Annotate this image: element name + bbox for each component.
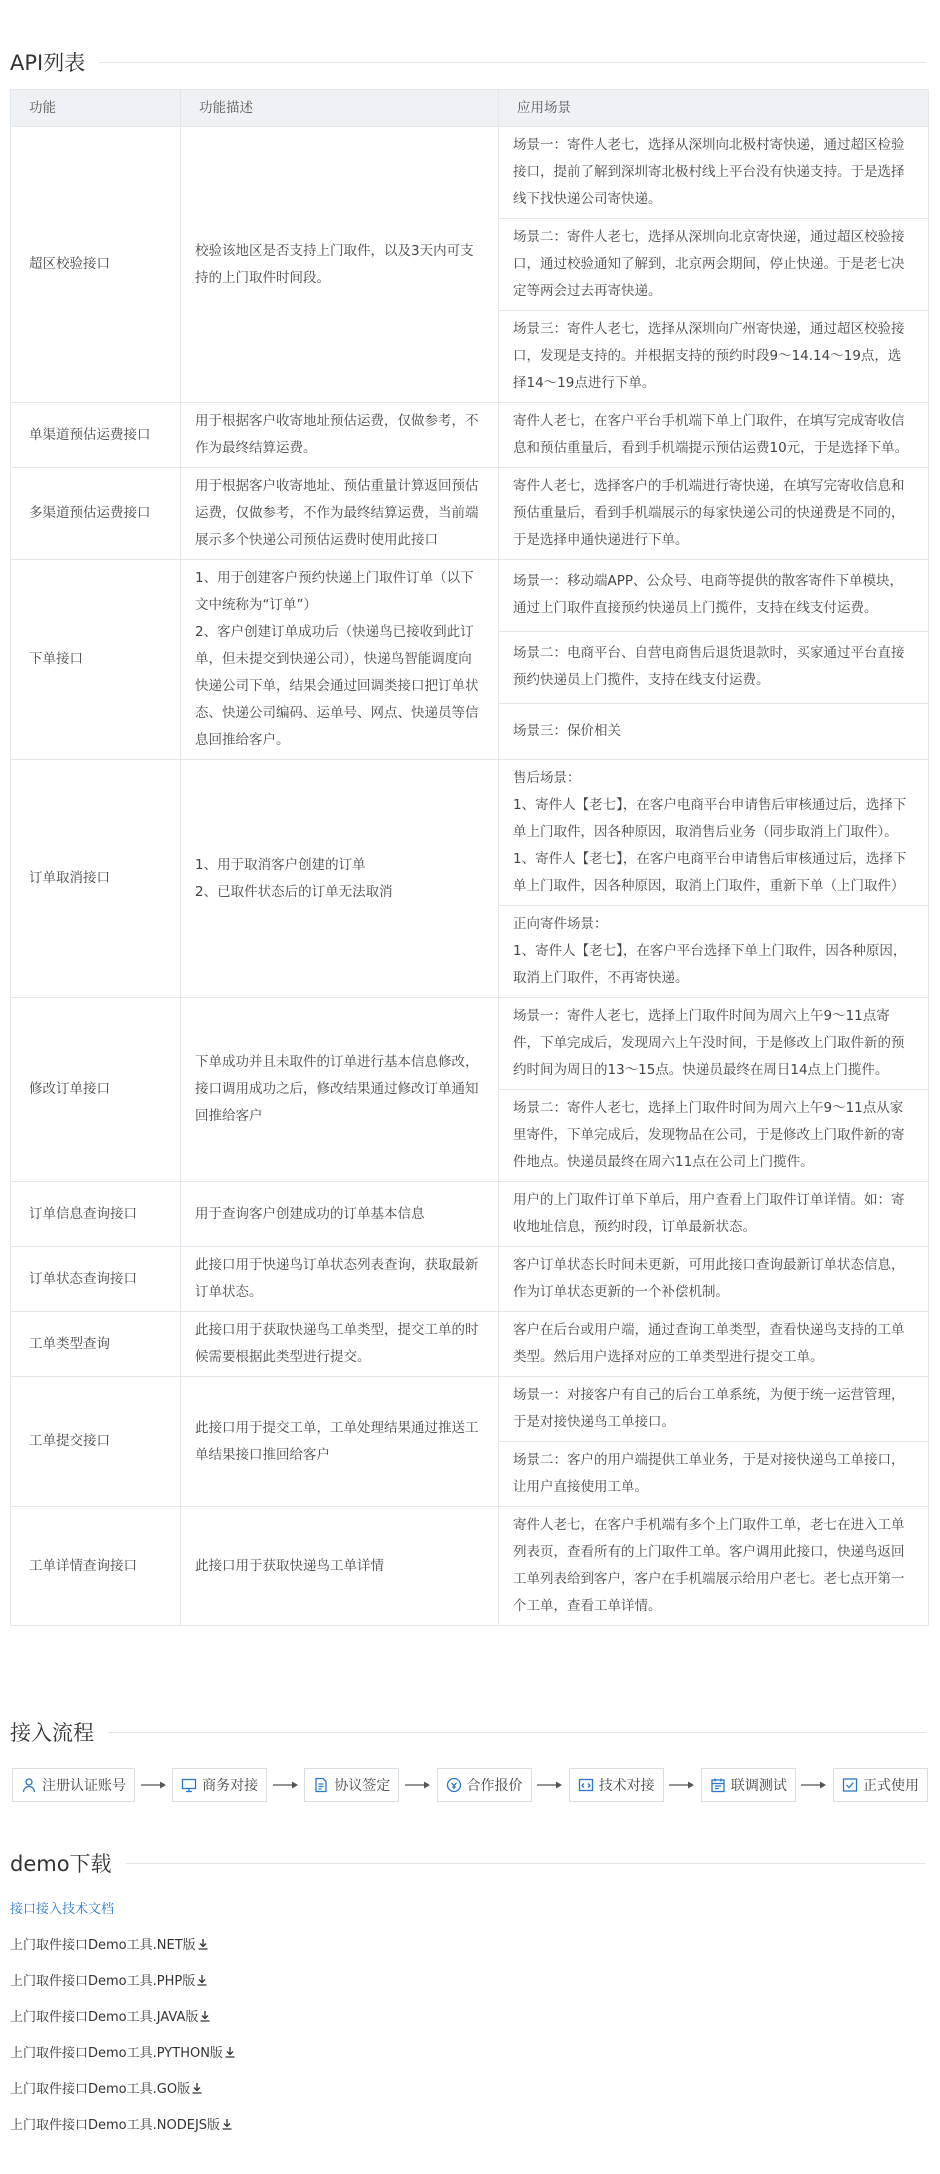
scenario-cell: 场景三：寄件人老七，选择从深圳向广州寄快递，通过超区校验接口，发现是支持的。并根据支持的预约时段9～14.14～19点，选择14～19点进行下单。	[499, 311, 929, 403]
header-description: 功能描述	[181, 90, 499, 127]
scenario-cell: 场景一：对接客户有自己的后台工单系统，为便于统一运营管理，于是对接快递鸟工单接口。	[499, 1377, 929, 1442]
scenario-cell: 场景二：寄件人老七，选择上门取件时间为周六上午9～11点从家里寄件，下单完成后，发现物品在公司，于是修改上门取件新的寄件地点。快递员最终在周六11点在公司上门揽件。	[499, 1090, 929, 1182]
download-icon	[220, 2118, 233, 2133]
scenario-cell: 场景一：寄件人老七，选择上门取件时间为周六上午9～11点寄件，下单完成后，发现周六上午没时间，于是修改上门取件新的预约时间为周日的13～15点。快递员最终在周日14点上门揽件。	[499, 998, 929, 1090]
access-flow-heading	[10, 1717, 926, 1747]
api-name-cell: 订单信息查询接口	[11, 1182, 181, 1247]
table-row	[11, 468, 929, 560]
flow-step	[304, 1768, 399, 1802]
table-row	[11, 1247, 929, 1312]
api-description-cell: 此接口用于快递鸟订单状态列表查询，获取最新订单状态。	[181, 1247, 499, 1312]
demo-download-link[interactable]	[10, 1934, 236, 1970]
demo-download-link[interactable]	[10, 2006, 236, 2042]
demo-download-title: demo下载	[10, 1852, 112, 1876]
api-table	[10, 89, 929, 1626]
scenario-cell: 寄件人老七，选择客户的手机端进行寄快递，在填写完寄收信息和预估重量后，看到手机端展示的每家快递公司的快递费是不同的，于是选择申通快递进行下单。	[499, 468, 929, 560]
demo-download-list	[10, 1898, 236, 2150]
scenario-cell: 客户订单状态长时间未更新，可用此接口查询最新订单状态信息，作为订单状态更新的一个补偿机制。	[499, 1247, 929, 1312]
scenario-cell: 场景一：寄件人老七，选择从深圳向北极村寄快递，通过超区检验接口，提前了解到深圳寄北极村线上平台没有快递支持。于是选择线下找快递公司寄快递。	[499, 127, 929, 219]
calendar-icon	[710, 1777, 731, 1793]
monitor-icon	[181, 1777, 202, 1793]
api-table-body	[11, 127, 929, 1626]
arrow-right-icon	[664, 1780, 701, 1790]
table-row	[11, 403, 929, 468]
download-icon	[190, 2082, 203, 2097]
user-icon	[21, 1777, 42, 1793]
scenario-cell: 寄件人老七，在客户平台手机端下单上门取件，在填写完成寄收信息和预估重量后，看到手机端提示预估运费10元，于是选择下单。	[499, 403, 929, 468]
api-name-cell: 多渠道预估运费接口	[11, 468, 181, 560]
price-tag-icon	[446, 1777, 467, 1793]
api-description-cell: 用于查询客户创建成功的订单基本信息	[181, 1182, 499, 1247]
flow-step-label: 商务对接	[202, 1778, 259, 1794]
demo-download-heading	[10, 1848, 926, 1878]
demo-download-label: 上门取件接口Demo工具.GO版	[10, 2082, 191, 2097]
demo-download-label: 上门取件接口Demo工具.NET版	[10, 1938, 196, 1953]
table-row	[11, 1507, 929, 1626]
flow-step	[12, 1768, 135, 1802]
api-name-cell: 订单取消接口	[11, 760, 181, 998]
header-function: 功能	[11, 90, 181, 127]
flow-step-label: 注册认证账号	[42, 1778, 126, 1794]
table-row	[11, 1312, 929, 1377]
download-icon	[195, 1974, 208, 1989]
api-description-cell: 用于根据客户收寄地址、预估重量计算返回预估运费，仅做参考，不作为最终结算运费，当前端展示多个快递公司预估运费时使用此接口	[181, 468, 499, 560]
arrow-right-icon	[532, 1780, 569, 1790]
table-header-row	[11, 90, 929, 127]
table-row	[11, 560, 929, 632]
api-name-cell: 工单类型查询	[11, 1312, 181, 1377]
table-row	[11, 1182, 929, 1247]
download-icon	[198, 2010, 211, 2025]
scenario-cell: 场景二：寄件人老七，选择从深圳向北京寄快递，通过超区校验接口，通过校验通知了解到，北京两会期间，停止快递。于是老七决定等两会过去再寄快递。	[499, 219, 929, 311]
flow-step	[833, 1768, 928, 1802]
demo-download-label: 上门取件接口Demo工具.NODEJS版	[10, 2118, 221, 2133]
scenario-cell: 售后场景： 1、寄件人【老七】，在客户电商平台申请售后审核通过后，选择下单上门取件，因各种原因，取消售后业务（同步取消上门取件）。 1、寄件人【老七】，在客户电商平台申请售后审核通过后，选择下单上门取件，因各种原因，取消上门取件，重新下单（上门取件）	[499, 760, 929, 906]
scenario-cell: 客户在后台或用户端，通过查询工单类型，查看快递鸟支持的工单类型。然后用户选择对应的工单类型进行提交工单。	[499, 1312, 929, 1377]
api-name-cell: 超区校验接口	[11, 127, 181, 403]
api-description-cell: 此接口用于提交工单，工单处理结果通过推送工单结果接口推回给客户	[181, 1377, 499, 1507]
api-description-cell: 此接口用于获取快递鸟工单详情	[181, 1507, 499, 1626]
code-icon	[578, 1777, 599, 1793]
check-box-icon	[842, 1777, 863, 1793]
api-name-cell: 订单状态查询接口	[11, 1247, 181, 1312]
arrow-right-icon	[135, 1780, 172, 1790]
download-icon	[196, 1938, 209, 1953]
table-row	[11, 760, 929, 906]
api-name-cell: 工单详情查询接口	[11, 1507, 181, 1626]
tech-doc-link[interactable]: 接口接入技术文档	[10, 1902, 115, 1917]
flow-step	[701, 1768, 796, 1802]
scenario-cell: 用户的上门取件订单下单后，用户查看上门取件订单详情。如：寄收地址信息，预约时段，订单最新状态。	[499, 1182, 929, 1247]
table-row	[11, 1377, 929, 1442]
arrow-right-icon	[267, 1780, 304, 1790]
divider	[126, 1863, 926, 1864]
demo-download-link[interactable]	[10, 1970, 236, 2006]
api-name-cell: 修改订单接口	[11, 998, 181, 1182]
api-description-cell: 校验该地区是否支持上门取件，以及3天内可支持的上门取件时间段。	[181, 127, 499, 403]
download-icon	[223, 2046, 236, 2061]
access-flow-steps	[12, 1768, 928, 1802]
flow-step	[437, 1768, 532, 1802]
table-row	[11, 127, 929, 219]
flow-step-label: 联调测试	[730, 1778, 787, 1794]
demo-download-link[interactable]	[10, 2114, 236, 2150]
scenario-cell: 寄件人老七，在客户手机端有多个上门取件工单，老七在进入工单列表页，查看所有的上门取件工单。客户调用此接口，快递鸟返回工单列表给到客户，客户在手机端展示给用户老七。老七点开第一个工单，查看工单详情。	[499, 1507, 929, 1626]
api-name-cell: 单渠道预估运费接口	[11, 403, 181, 468]
api-description-cell: 用于根据客户收寄地址预估运费，仅做参考，不作为最终结算运费。	[181, 403, 499, 468]
api-list-heading	[10, 47, 926, 77]
flow-step	[172, 1768, 267, 1802]
api-name-cell: 工单提交接口	[11, 1377, 181, 1507]
api-description-cell: 此接口用于获取快递鸟工单类型，提交工单的时候需要根据此类型进行提交。	[181, 1312, 499, 1377]
divider	[108, 1732, 926, 1733]
scenario-cell: 场景二：客户的用户端提供工单业务，于是对接快递鸟工单接口，让用户直接使用工单。	[499, 1442, 929, 1507]
demo-download-label: 上门取件接口Demo工具.PYTHON版	[10, 2046, 223, 2061]
scenario-cell: 场景一：移动端APP、公众号、电商等提供的散客寄件下单模块，通过上门取件直接预约快递员上门揽件，支持在线支付运费。	[499, 560, 929, 632]
demo-download-link[interactable]	[10, 2042, 236, 2078]
demo-download-label: 上门取件接口Demo工具.PHP版	[10, 1974, 196, 1989]
api-list-title: API列表	[10, 51, 86, 75]
api-description-cell: 1、用于创建客户预约快递上门取件订单（以下文中统称为“订单”） 2、客户创建订单成功后（快递鸟已接收到此订单，但未提交到快递公司），快递鸟智能调度向快递公司下单，结果会通过回调类接口把订单状态、快递公司编码、运单号、网点、快递员等信息回推给客户。	[181, 560, 499, 760]
flow-step-label: 合作报价	[466, 1778, 523, 1794]
flow-step-label: 技术对接	[598, 1778, 655, 1794]
access-flow-title: 接入流程	[10, 1721, 94, 1745]
flow-step-label: 正式使用	[863, 1778, 920, 1794]
arrow-right-icon	[796, 1780, 833, 1790]
scenario-cell: 场景三：保价相关	[499, 703, 929, 759]
api-description-cell: 下单成功并且未取件的订单进行基本信息修改，接口调用成功之后，修改结果通过修改订单通知回推给客户	[181, 998, 499, 1182]
api-description-cell: 1、用于取消客户创建的订单 2、已取件状态后的订单无法取消	[181, 760, 499, 998]
demo-download-label: 上门取件接口Demo工具.JAVA版	[10, 2010, 199, 2025]
scenario-cell: 正向寄件场景： 1、寄件人【老七】，在客户平台选择下单上门取件，因各种原因，取消上门取件，不再寄快递。	[499, 906, 929, 998]
scenario-cell: 场景二：电商平台、自营电商售后退货退款时，买家通过平台直接预约快递员上门揽件，支持在线支付运费。	[499, 631, 929, 703]
divider	[99, 62, 926, 63]
flow-step	[569, 1768, 664, 1802]
flow-step-label: 协议签定	[334, 1778, 391, 1794]
table-row	[11, 998, 929, 1090]
demo-download-link[interactable]	[10, 2078, 236, 2114]
arrow-right-icon	[399, 1780, 436, 1790]
header-scenario: 应用场景	[499, 90, 929, 127]
document-icon	[313, 1777, 334, 1793]
api-name-cell: 下单接口	[11, 560, 181, 760]
